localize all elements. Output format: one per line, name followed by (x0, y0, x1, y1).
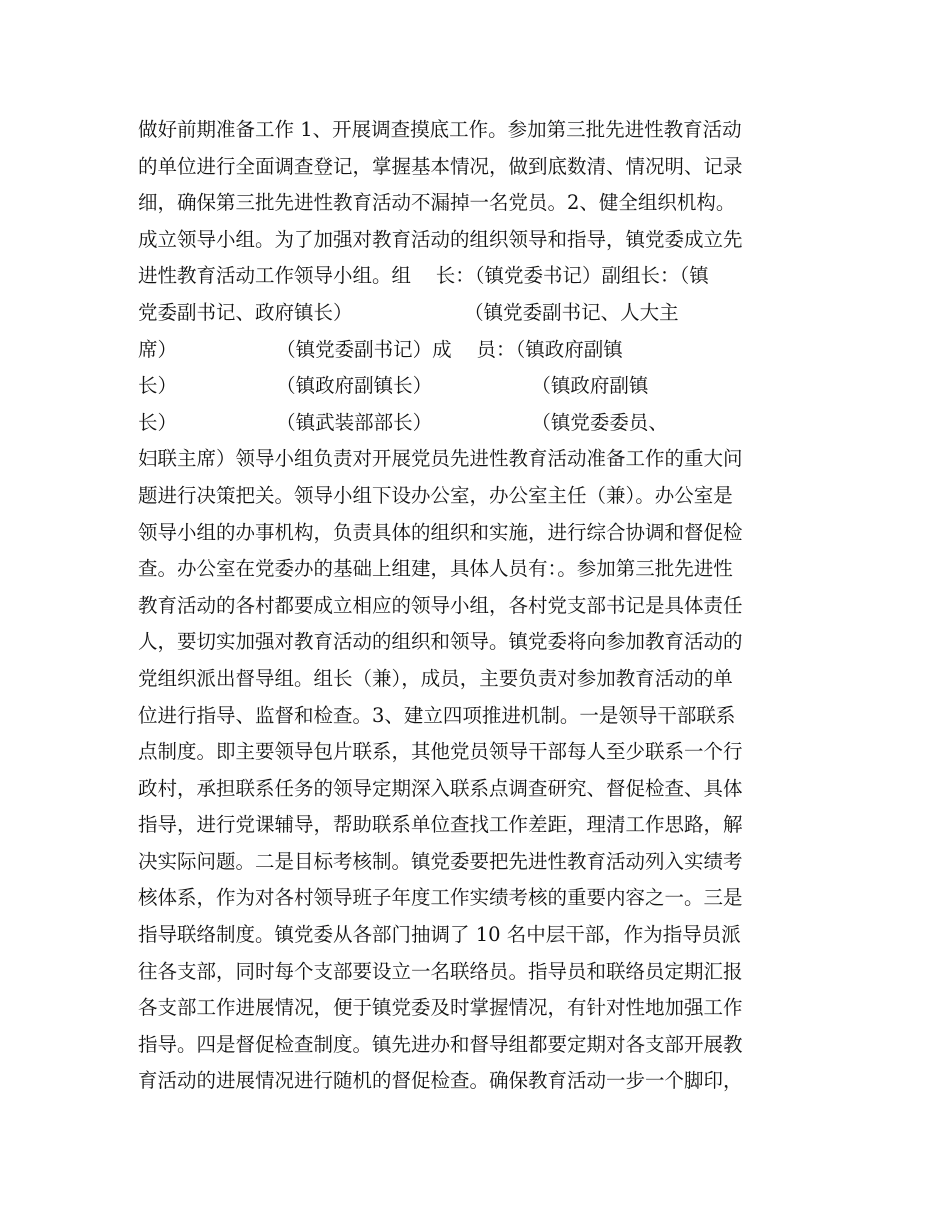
text-line: 教育活动的各村都要成立相应的领导小组，各村党支部书记是具体责任 (138, 593, 743, 617)
text-line: 题进行决策把关。领导小组下设办公室，办公室主任（兼）。办公室是 (138, 483, 733, 507)
text-line: 人，要切实加强对教育活动的组织和领导。镇党委将向参加教育活动的 (138, 630, 743, 654)
text-line: 查。办公室在党委办的基础上组建，具体人员有：。参加第三批先进性 (138, 557, 733, 581)
text-line: 育活动的进展情况进行随机的督促检查。确保教育活动一步一个脚印， (138, 1069, 743, 1093)
text-line: 党组织派出督导组。组长（兼），成员，主要负责对参加教育活动的单 (138, 666, 733, 690)
text-line: 长） （镇武装部部长） （镇党委委员、 (138, 410, 668, 434)
text-line: 各支部工作进展情况，便于镇党委及时掌握情况，有针对性地加强工作 (138, 996, 743, 1020)
text-line: 政村，承担联系任务的领导定期深入联系点调查研究、督促检查、具体 (138, 776, 743, 800)
text-line: 党委副书记、政府镇长） （镇党委副书记、人大主 (138, 300, 679, 324)
text-line: 往各支部，同时每个支部要设立一名联络员。指导员和联络员定期汇报 (138, 959, 743, 983)
text-line: 领导小组的办事机构，负责具体的组织和实施，进行综合协调和督促检 (138, 520, 743, 544)
text-line: 成立领导小组。为了加强对教育活动的组织领导和指导，镇党委成立先 (138, 227, 743, 251)
text-line: 长） （镇政府副镇长） （镇政府副镇 (138, 374, 649, 398)
text-line: 决实际问题。二是目标考核制。镇党委要把先进性教育活动列入实绩考 (138, 849, 743, 873)
text-line: 进性教育活动工作领导小组。组 长：（镇党委书记）副组长：（镇 (138, 264, 709, 288)
text-line: 细，确保第三批先进性教育活动不漏掉一名党员。2、健全组织机构。 (138, 191, 736, 215)
text-line: 指导，进行党课辅导，帮助联系单位查找工作差距，理清工作思路，解 (138, 813, 743, 837)
text-line: 位进行指导、监督和检查。3、建立四项推进机制。一是领导干部联系 (138, 703, 736, 727)
text-line: 的单位进行全面调查登记，掌握基本情况，做到底数清、情况明、记录 (138, 154, 743, 178)
text-line: 做好前期准备工作 1、开展调查摸底工作。参加第三批先进性教育活动 (138, 118, 742, 141)
text-line: 指导。四是督促检查制度。镇先进办和督导组都要定期对各支部开展教 (138, 1032, 743, 1056)
body-text (138, 112, 828, 1100)
text-line: 妇联主席）领导小组负责对开展党员先进性教育活动准备工作的重大问 (138, 447, 743, 471)
text-line: 指导联络制度。镇党委从各部门抽调了 10 名中层干部，作为指导员派 (138, 923, 741, 947)
text-line: 核体系，作为对各村领导班子年度工作实绩考核的重要内容之一。三是 (138, 886, 743, 910)
text-line: 席） （镇党委副书记）成 员：（镇政府副镇 (138, 337, 623, 361)
text-line: 点制度。即主要领导包片联系，其他党员领导干部每人至少联系一个行 (138, 740, 743, 764)
